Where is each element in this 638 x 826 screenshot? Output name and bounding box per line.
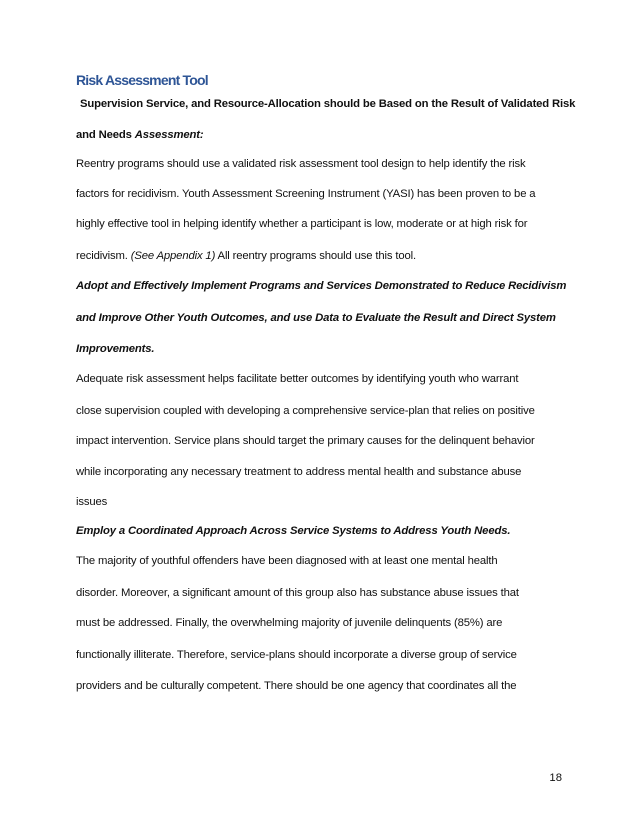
paragraph-line: while incorporating any necessary treatment to address mental health and substance abuse bbox=[76, 466, 522, 478]
subheading-line: Adopt and Effectively Implement Programs and Services Demonstrated to Reduce Recidivism bbox=[76, 280, 567, 292]
paragraph-line: highly effective tool in helping identify whether a participant is low, moderate or at high risk for bbox=[76, 218, 528, 230]
subheading-line-1: Supervision Service, and Resource-Allocation should be Based on the Result of Validated Risk bbox=[80, 98, 576, 110]
paragraph-line: impact intervention. Service plans should target the primary causes for the delinquent behavior bbox=[76, 435, 535, 447]
subheading-line-2-bold: and Needs bbox=[76, 129, 135, 141]
paragraph-line: close supervision coupled with developing a comprehensive service-plan that relies on positive bbox=[76, 405, 535, 417]
paragraph-line: factors for recidivism. Youth Assessment Screening Instrument (YASI) has been proven to be a bbox=[76, 188, 536, 200]
subheading-line: Improvements. bbox=[76, 343, 155, 355]
paragraph-line: must be addressed. Finally, the overwhelming majority of juvenile delinquents (85%) are bbox=[76, 617, 503, 629]
subheading-line-2 bbox=[76, 128, 576, 142]
paragraph-line: The majority of youthful offenders have been diagnosed with at least one mental health bbox=[76, 555, 498, 567]
paragraph-line: Reentry programs should use a validated risk assessment tool design to help identify the risk bbox=[76, 158, 526, 170]
page-number: 18 bbox=[549, 772, 562, 784]
subheading-line-2-italic: Assessment: bbox=[134, 129, 204, 141]
paragraph-line: functionally illiterate. Therefore, service-plans should incorporate a diverse group of service bbox=[76, 649, 517, 661]
paragraph-line: disorder. Moreover, a significant amount of this group also has substance abuse issues that bbox=[76, 587, 519, 599]
appendix-reference: (See Appendix 1) bbox=[130, 250, 216, 262]
subheading-line: and Improve Other Youth Outcomes, and use Data to Evaluate the Result and Direct System bbox=[76, 312, 556, 324]
paragraph-line: Adequate risk assessment helps facilitate better outcomes by identifying youth who warrant bbox=[76, 373, 519, 385]
paragraph-line bbox=[76, 249, 576, 263]
paragraph-line: providers and be culturally competent. There should be one agency that coordinates all the bbox=[76, 680, 517, 692]
section-heading: Risk Assessment Tool bbox=[76, 72, 208, 88]
paragraph-line: issues bbox=[76, 496, 108, 508]
subheading-line: Employ a Coordinated Approach Across Service Systems to Address Youth Needs. bbox=[76, 525, 511, 537]
paragraph-text: All reentry programs should use this tool. bbox=[215, 250, 416, 262]
paragraph-text: recidivism. bbox=[76, 250, 131, 262]
